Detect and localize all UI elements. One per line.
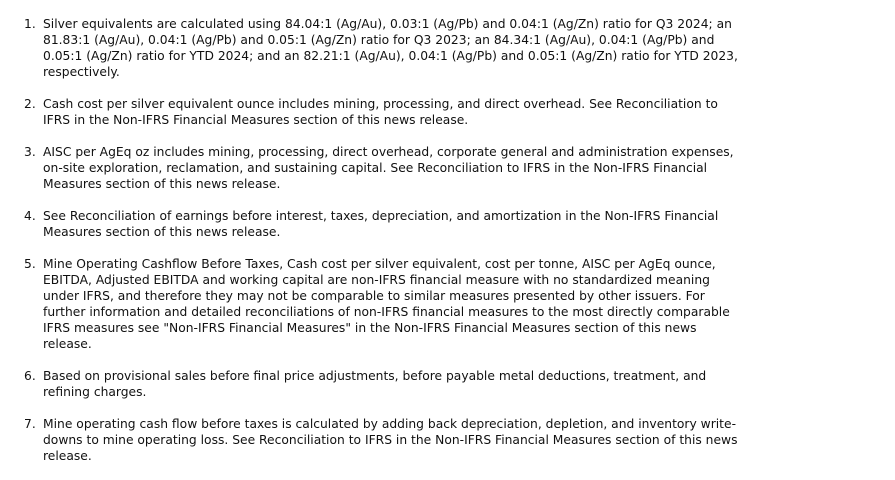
footnote-3 [0,144,743,192]
footnote-2 [0,96,743,128]
footnote-5 [0,256,743,352]
footnotes-list [0,16,895,480]
footnote-4 [0,208,743,240]
footnote-text: AISC per AgEq oz includes mining, processing, direct overhead, corporate general and administration expenses, on-site exploration, reclamation, and sustaining capital. See Reconciliation to IFRS in the Non-IFRS Financial Measures section of this news release. [43,145,734,191]
footnote-number: 3. [24,145,36,159]
footnote-7 [0,416,743,464]
footnote-number: 2. [24,97,36,111]
footnote-text: Mine Operating Cashflow Before Taxes, Cash cost per silver equivalent, cost per tonne, AISC per AgEq ounce, EBITDA, Adjusted EBITDA and working capital are non-IFRS financial measure with no standardized meaning under IFRS, and therefore they may not be comparable to similar measures presented by other issuers. For further information and detailed reconciliations of non-IFRS financial measures to the most directly comparable IFRS measures see "Non-IFRS Financial Measures" in the Non-IFRS Financial Measures section of this news release. [43,257,730,351]
footnote-text: Silver equivalents are calculated using 84.04:1 (Ag/Au), 0.03:1 (Ag/Pb) and 0.04:1 (Ag/Zn) ratio for Q3 2024; an 81.83:1 (Ag/Au), 0.04:1 (Ag/Pb) and 0.05:1 (Ag/Zn) ratio for Q3 2023; an 84.34:1 (Ag/Au), 0.04:1 (Ag/Pb) and 0.05:1 (Ag/Zn) ratio for YTD 2024; and an 82.21:1 (Ag/Au), 0.04:1 (Ag/Pb) and 0.05:1 (Ag/Zn) ratio for YTD 2023, respectively. [43,17,738,79]
footnote-6 [0,368,743,400]
footnote-number: 5. [24,257,36,271]
footnote-text: See Reconciliation of earnings before interest, taxes, depreciation, and amortization in the Non-IFRS Financial Measures section of this news release. [43,209,719,239]
footnote-text: Mine operating cash flow before taxes is calculated by adding back depreciation, depletion, and inventory write-downs to mine operating loss. See Reconciliation to IFRS in the Non-IFRS Financial Measures section of this news release. [43,417,738,463]
footnote-number: 1. [24,17,36,31]
footnote-1 [0,16,743,80]
footnote-number: 7. [24,417,36,431]
footnote-text: Based on provisional sales before final price adjustments, before payable metal deductions, treatment, and refining charges. [43,369,707,399]
footnote-text: Cash cost per silver equivalent ounce includes mining, processing, and direct overhead. See Reconciliation to IFRS in the Non-IFRS Financial Measures section of this news release. [43,97,718,127]
footnote-number: 4. [24,209,36,223]
footnote-number: 6. [24,369,36,383]
